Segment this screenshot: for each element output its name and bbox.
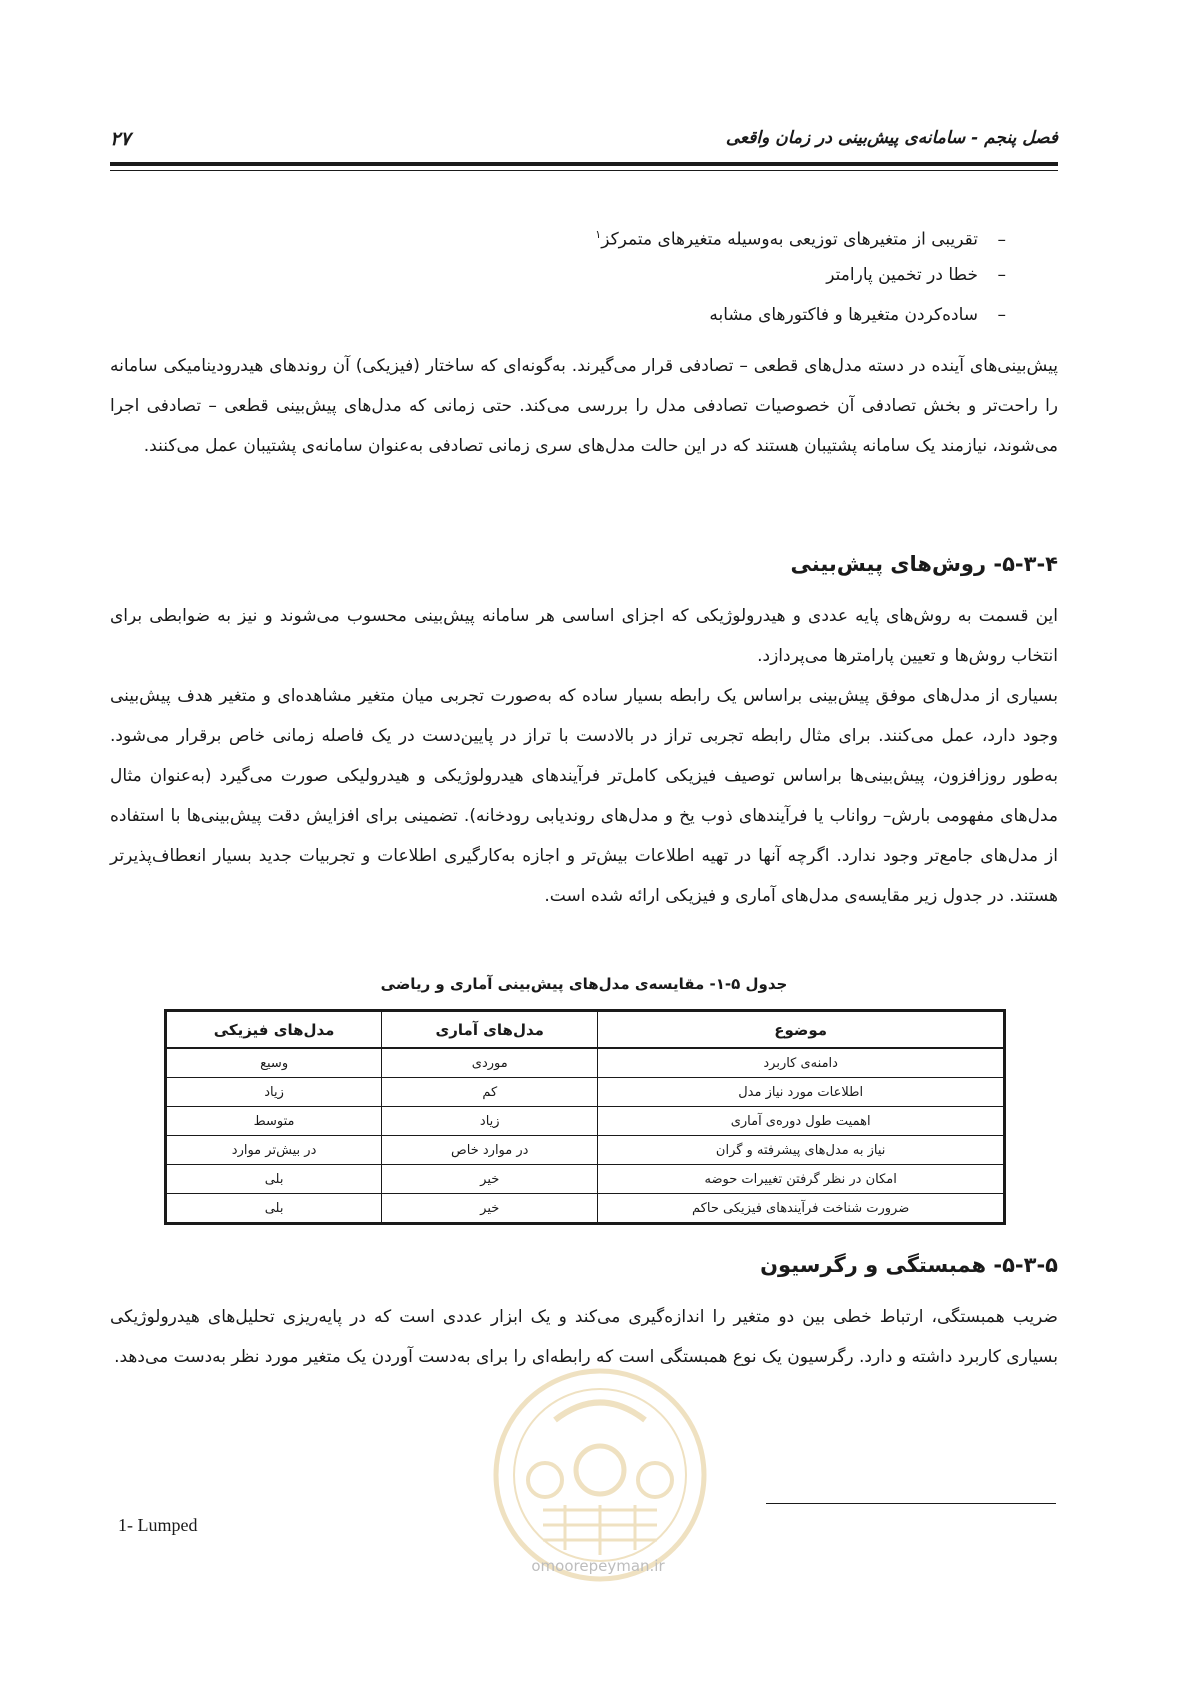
table-cell: در بیش‌تر موارد — [166, 1136, 382, 1165]
table-cell: دامنه‌ی کاربرد — [598, 1048, 1005, 1078]
bullet-item — [306, 220, 1006, 260]
table-cell: در موارد خاص — [382, 1136, 598, 1165]
bullet-item — [306, 300, 1006, 340]
table-caption: جدول ۵-۱- مقایسه‌ی مدل‌های پیش‌بینی آماری و ریاضی — [380, 975, 788, 993]
footnote: 1- Lumped — [118, 1515, 198, 1535]
chapter-title: فصل پنجم - سامانه‌ی پیش‌بینی در زمان واقعی — [725, 128, 1058, 148]
table-cell: کم — [382, 1078, 598, 1107]
table-cell: خیر — [382, 1194, 598, 1224]
bullet-item — [306, 260, 1006, 300]
table-row — [166, 1078, 1005, 1107]
table-cell: متوسط — [166, 1107, 382, 1136]
table-cell: زیاد — [382, 1107, 598, 1136]
table-cell: وسیع — [166, 1048, 382, 1078]
table-cell: خیر — [382, 1165, 598, 1194]
table-cell: بلی — [166, 1165, 382, 1194]
table-header-cell: موضوع — [598, 1011, 1005, 1049]
paragraph-regression: ضریب همبستگی، ارتباط خطی بین دو متغیر را اندازه‌گیری می‌کند و یک ابزار عددی است که در پایه‌ریزی تحلیل‌های هیدرولوژیکی بسیاری کاربرد داشته و دارد. رگرسیون یک نوع همبستگی است که رابطه‌ای را برای به‌دست آوردن یک متغیر مورد نظر به‌دست می‌دهد. — [110, 1307, 1058, 1367]
page-number: ۲۷ — [110, 128, 131, 150]
bullet-dash: – — [997, 265, 1006, 285]
table-cell: اهمیت طول دوره‌ی آماری — [598, 1107, 1005, 1136]
table-cell: بلی — [166, 1194, 382, 1224]
table-cell: امکان در نظر گرفتن تغییرات حوضه — [598, 1165, 1005, 1194]
table-header-cell: مدل‌های آماری — [382, 1011, 598, 1049]
watermark-text: omoorepeyman.ir — [531, 1557, 665, 1575]
bullet-text: تقریبی از متغیرهای توزیعی به‌وسیله متغیرهای متمرکز — [601, 229, 978, 250]
comparison-table — [164, 1009, 1006, 1225]
paragraph-intro: پیش‌بینی‌های آینده در دسته مدل‌های قطعی – تصادفی قرار می‌گیرند. به‌گونه‌ای که ساختار (فیزیکی) آن روندهای هیدرودینامیکی سامانه را راحت‌تر و بخش تصادفی آن خصوصیات تصادفی مدل را بررسی می‌کند. حتی زمانی که مدل‌های پیش‌بینی قطعی – تصادفی اجرا می‌شوند، نیازمند یک سامانه پشتیبان هستند که در این حالت مدل‌های سری زمانی تصادفی به‌عنوان سامانه‌ی پشتیبان عمل می‌کنند. — [110, 356, 1058, 456]
bullet-dash: – — [997, 305, 1006, 325]
section-heading-regression: ۵-۳-۵- همبستگی و رگرسیون — [760, 1253, 1058, 1277]
table-header-cell: مدل‌های فیزیکی — [166, 1011, 382, 1049]
table-row — [166, 1136, 1005, 1165]
table-cell: ضرورت شناخت فرآیندهای فیزیکی حاکم — [598, 1194, 1005, 1224]
paragraph-methods-a: این قسمت به روش‌های پایه عددی و هیدرولوژیکی که اجزای اساسی هر سامانه پیش‌بینی محسوب می‌شوند و نیز به ضوابطی برای انتخاب روش‌ها و تعیین پارامترها می‌پردازد. — [110, 606, 1058, 666]
bullet-list — [306, 220, 1006, 340]
table-row — [166, 1194, 1005, 1224]
header-rule-thin — [110, 170, 1058, 171]
header-rule-thick — [110, 162, 1058, 166]
table-cell: اطلاعات مورد نیاز مدل — [598, 1078, 1005, 1107]
table-cell: موردی — [382, 1048, 598, 1078]
bullet-dash: – — [997, 229, 1006, 250]
table-cell: نیاز به مدل‌های پیشرفته و گران — [598, 1136, 1005, 1165]
section-heading-methods: ۵-۳-۴- روش‌های پیش‌بینی — [790, 552, 1058, 576]
table-header-row — [166, 1011, 1005, 1049]
bullet-text: خطا در تخمین پارامتر — [826, 265, 978, 285]
table-row — [166, 1048, 1005, 1078]
footnote-mark: ۱ — [595, 228, 602, 241]
paragraph-methods-b: بسیاری از مدل‌های موفق پیش‌بینی براساس یک رابطه بسیار ساده که به‌صورت تجربی میان متغیر مشاهده‌ای و متغیر هدف پیش‌بینی وجود دارد، عمل می‌کنند. برای مثال رابطه تجربی تراز در بالادست با تراز در پایین‌دست در یک فاصله زمانی خاص برقرار می‌شود. به‌طور روزافزون، پیش‌بینی‌ها براساس توصیف فیزیکی کامل‌تر فرآیندهای هیدرولوژیکی و هیدرولیکی صورت می‌گیرد (به‌عنوان مثال مدل‌های مفهومی بارش– رواناب یا فرآیندهای ذوب یخ و مدل‌های روندیابی رودخانه). تضمینی برای افزایش دقت پیش‌بینی‌ها با استفاده از مدل‌های جامع‌تر وجود ندارد. اگرچه آنها در تهیه اطلاعات بیش‌تر و اجازه به‌کارگیری اطلاعات و تجربیات جدید بسیار انعطاف‌پذیرتر هستند. در جدول زیر مقایسه‌ی مدل‌های آماری و فیزیکی ارائه شده است. — [110, 686, 1058, 906]
footnote-rule — [766, 1503, 1056, 1504]
table-row — [166, 1107, 1005, 1136]
table-cell: زیاد — [166, 1078, 382, 1107]
bullet-text: ساده‌کردن متغیرها و فاکتورهای مشابه — [709, 305, 978, 325]
page-header — [110, 128, 1058, 158]
watermark-seal-icon — [485, 1360, 715, 1590]
table-row — [166, 1165, 1005, 1194]
